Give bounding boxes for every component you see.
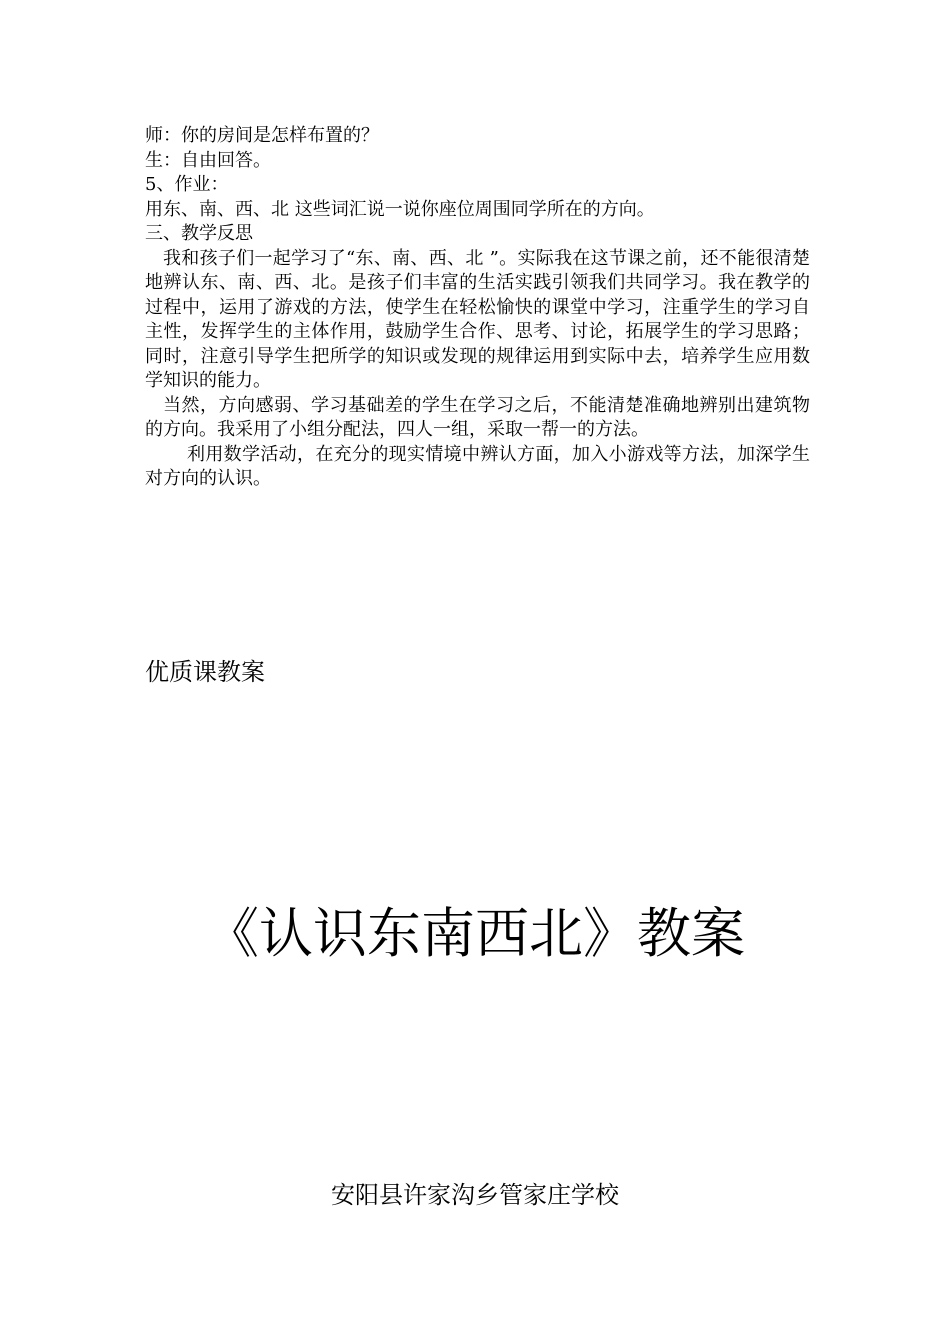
lesson-text — [145, 124, 810, 492]
school-name: 安阳县许家沟乡管家庄学校 — [331, 1181, 619, 1209]
homework-heading: 5、作业： — [145, 174, 229, 195]
reflection-paragraph: 当然，方向感弱、学习基础差的学生在学习之后，不能清楚准确地辨别出建筑物的方向。我采用了小组分配法，四人一组，采取一帮一的方法。 — [145, 394, 810, 440]
dialogue-student-line: 生：自由回答。 — [145, 149, 271, 171]
cover-title: 《认识东南西北》教案 — [205, 902, 745, 965]
cover-subtitle: 优质课教案 — [145, 658, 265, 686]
reflection-heading: 三、教学反思 — [145, 223, 253, 244]
homework-text: 用东、南、西、北 这些词汇说一说你座位周围同学所在的方向。 — [145, 198, 655, 220]
reflection-paragraph: 我和孩子们一起学习了“东、南、西、北 ”。实际我在这节课之前，还不能很清楚地辨认东、南、西、北。是孩子们丰富的生活实践引领我们共同学习。我在教学的过程中，运用了游戏的方法，使学生在轻松愉快的课堂中学习，注重学生的学习自主性，发挥学生的主体作用，鼓励学生合作、思考、讨论，拓展学生的学习思路；同时，注意引导学生把所学的知识或发现的规律运用到实际中去，培养学生应用数学知识的能力。 — [145, 247, 810, 391]
dialogue-teacher-line: 师：你的房间是怎样布置的？ — [145, 125, 379, 146]
reflection-paragraph: 利用数学活动，在充分的现实情境中辨认方面，加入小游戏等方法，加深学生对方向的认识。 — [145, 443, 810, 489]
